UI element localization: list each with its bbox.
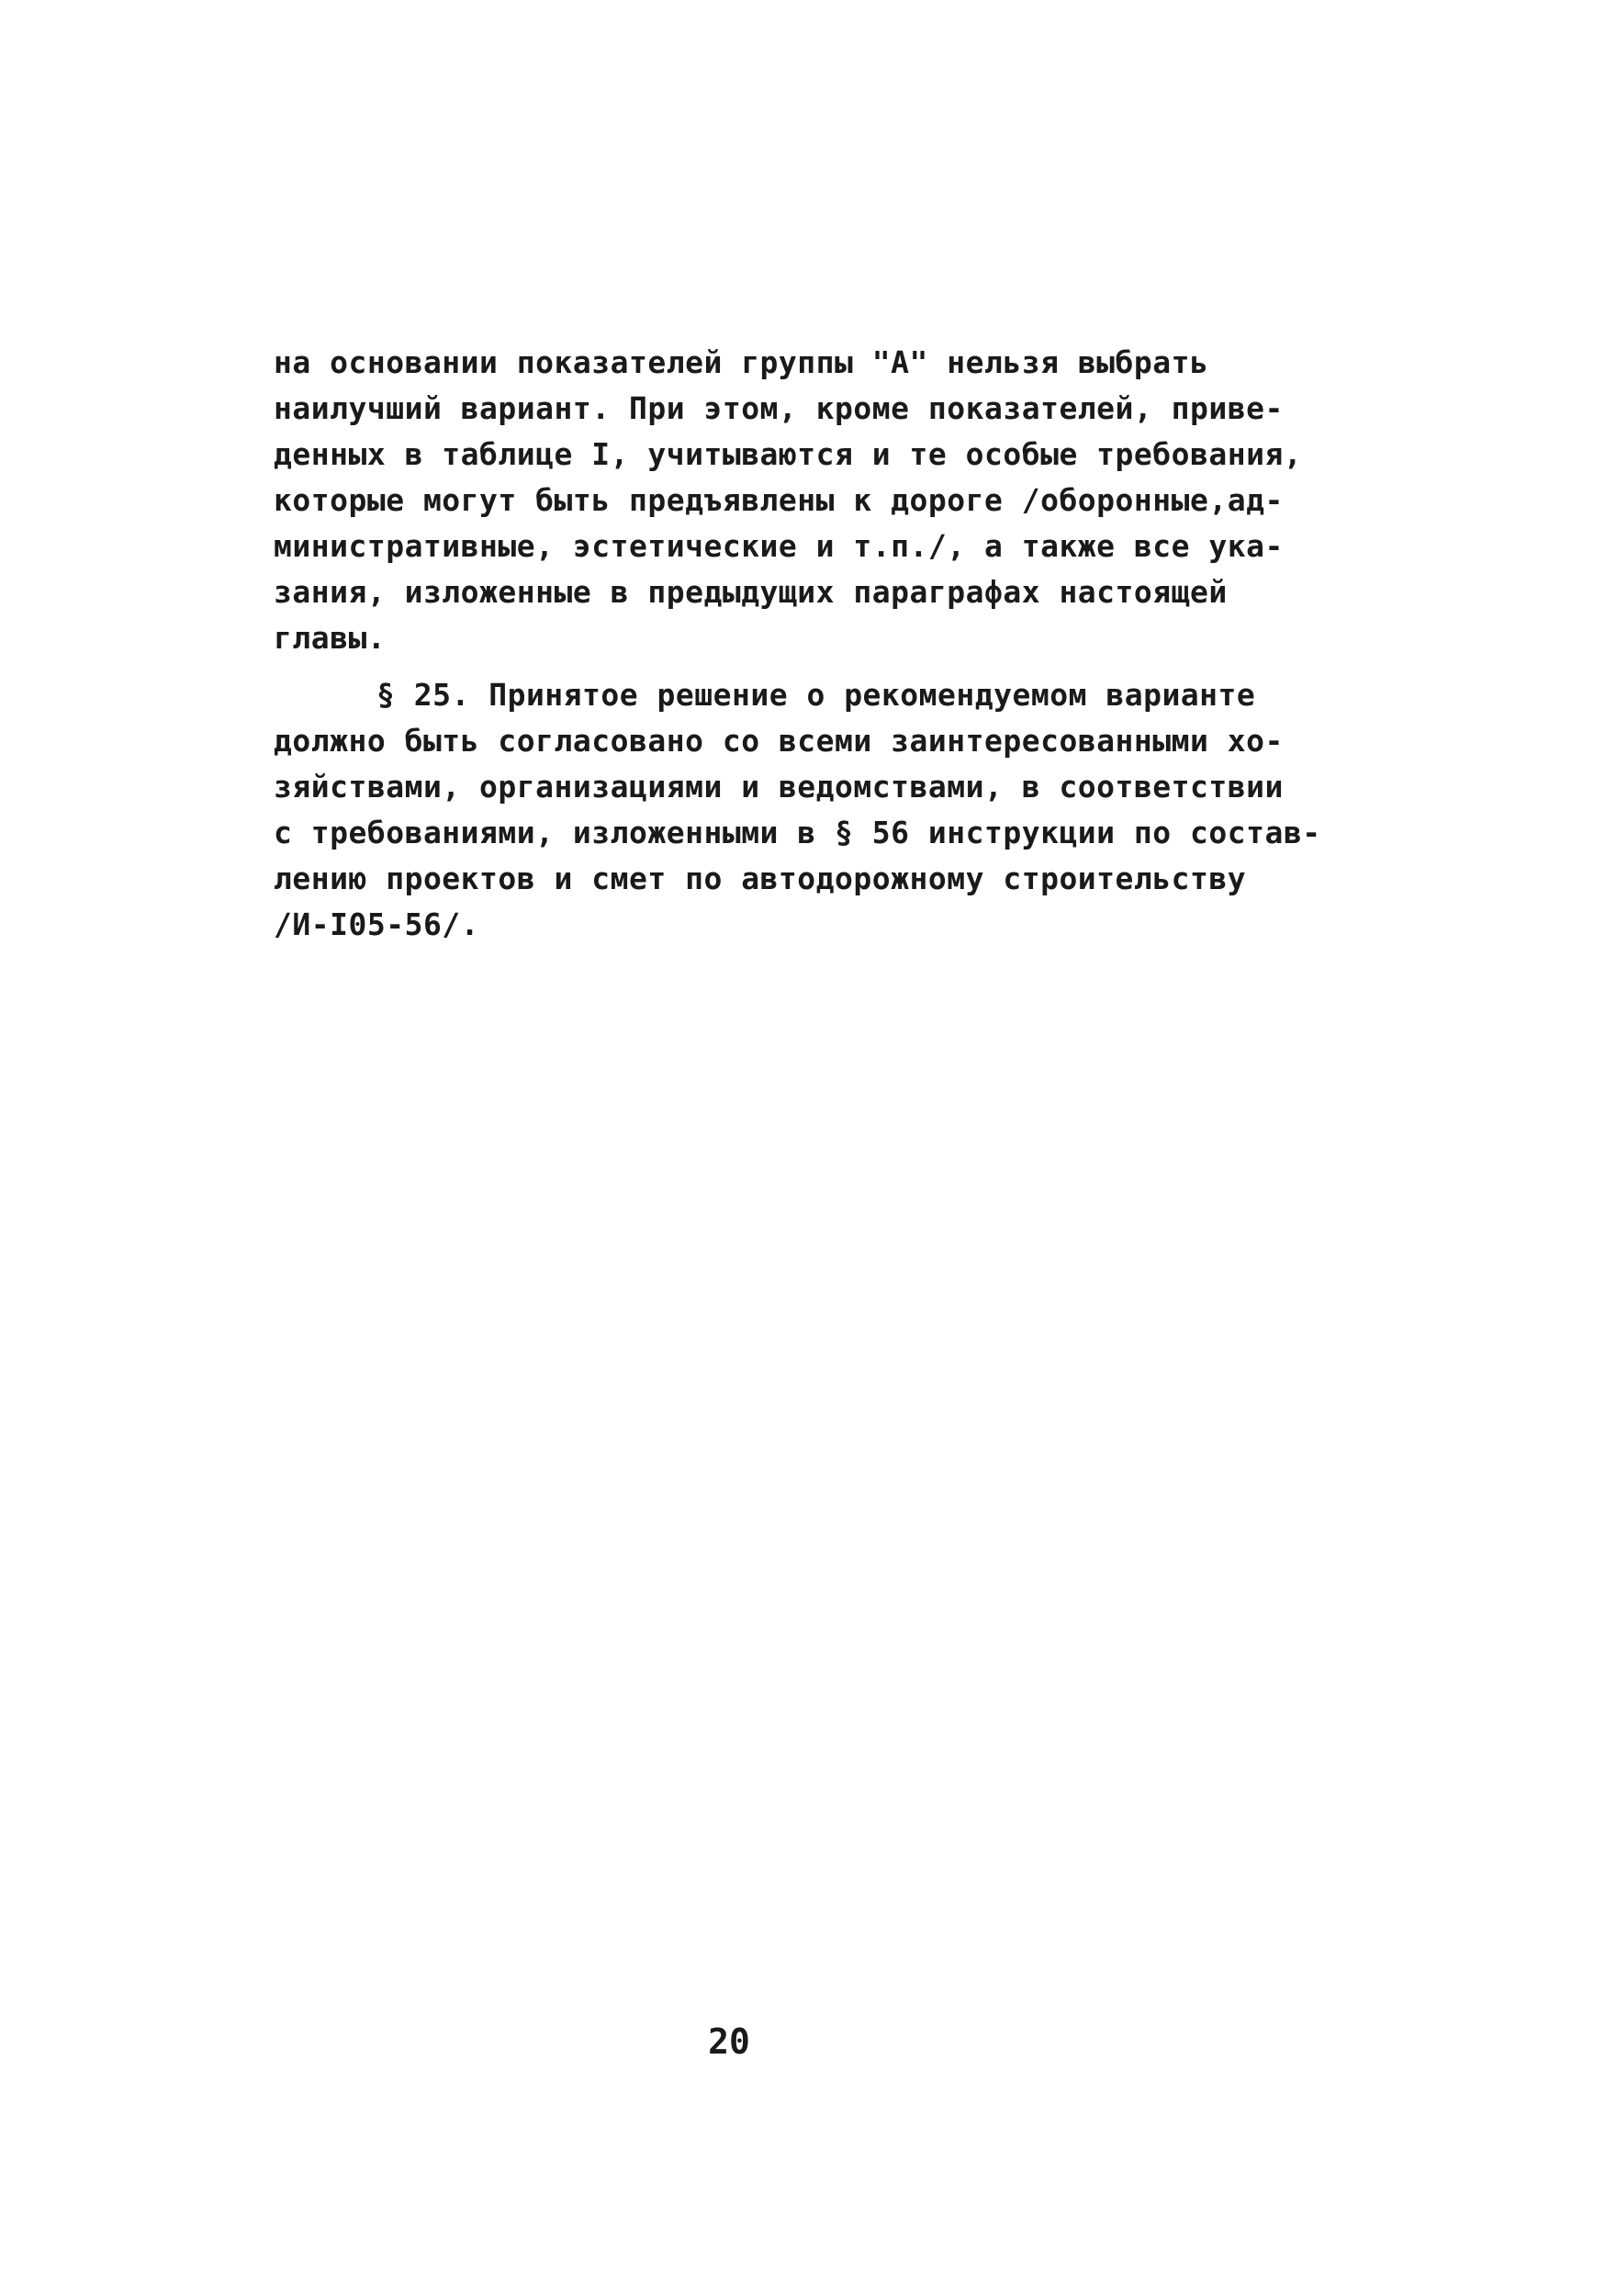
- text-line: зяйствами, организациями и ведомствами, в соответствии: [274, 769, 1284, 805]
- text-line: § 25. Принятое решение о рекомендуемом варианте: [376, 677, 1256, 713]
- text-line: зания, изложенные в предыдущих параграфах настоящей: [274, 574, 1228, 610]
- text-line: денных в таблице I, учитываются и те особые требования,: [274, 436, 1303, 472]
- text-line: с требованиями, изложенными в § 56 инструкции по состав-: [274, 815, 1321, 850]
- text-line: наилучший вариант. При этом, кроме показателей, приве-: [274, 390, 1284, 426]
- text-line: лению проектов и смет по автодорожному строительству: [274, 861, 1247, 896]
- text-line: которые могут быть предъявлены к дороге /оборонные,ад-: [274, 482, 1284, 518]
- body-text: [274, 340, 1339, 948]
- paragraph-2: [274, 672, 1339, 948]
- text-line: главы.: [274, 620, 387, 656]
- text-line: должно быть согласовано со всеми заинтересованными хо-: [274, 723, 1284, 759]
- text-line: /И-I05-56/.: [274, 906, 480, 942]
- paragraph-gap: [274, 661, 1339, 672]
- paragraph-1: [274, 340, 1339, 661]
- text-line: на основании показателей группы "А" нельзя выбрать: [274, 344, 1209, 380]
- page-number: 20: [708, 2021, 750, 2062]
- text-line: министративные, эстетические и т.п./, а также все ука-: [274, 528, 1284, 564]
